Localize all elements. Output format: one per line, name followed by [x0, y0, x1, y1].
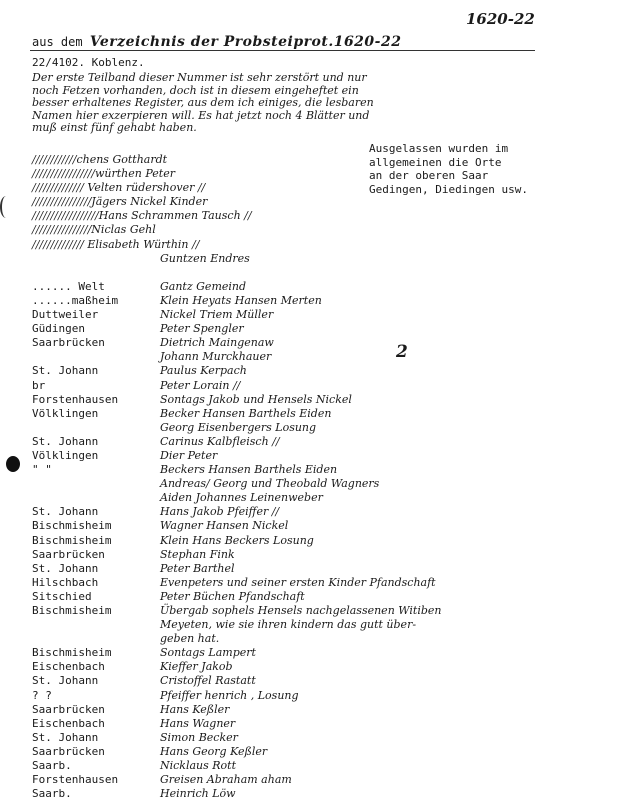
register-row [0, 562, 625, 576]
row-place: St. Johann [32, 674, 99, 688]
intro-line: Namen hier exzerpieren will. Es hat jetzt noch 4 Blätter und [32, 108, 370, 122]
row-name: Heinrich Löw [160, 787, 236, 801]
row-name: Paulus Kerpach [160, 364, 247, 378]
note-line: Gedingen, Diedingen usw. [369, 182, 528, 196]
register-row [0, 308, 625, 322]
register-row [0, 632, 625, 646]
row-name: Gantz Gemeind [160, 279, 247, 293]
row-name: Wagner Hansen Nickel [160, 519, 289, 533]
intro-line: muß einst fünf gehabt haben. [32, 121, 197, 134]
header-prefix: aus dem [32, 35, 83, 49]
row-name: Peter Barthel [160, 561, 235, 575]
row-place: Eischenbach [32, 716, 105, 730]
register-row [0, 209, 625, 223]
row-name: ////////////////Niclas Gehl [32, 223, 156, 237]
row-place: Völklingen [32, 448, 99, 462]
row-place: St. Johann [32, 434, 99, 448]
row-name: ////////////////Jägers Nickel Kinder [32, 195, 208, 209]
row-place: Hilschbach [32, 575, 99, 589]
register-row [0, 787, 625, 801]
margin-number: 2 [396, 342, 408, 362]
row-name: //////////////////Hans Schrammen Tausch // [32, 209, 252, 223]
row-name: ////////////// Elisabeth Würthin // [32, 237, 200, 251]
register-row [0, 223, 625, 237]
row-name: Klein Heyats Hansen Merten [160, 293, 322, 307]
ink-blot [6, 456, 20, 472]
register-row [0, 674, 625, 688]
row-name: ////////////chens Gotthardt [32, 153, 168, 166]
register-row [0, 590, 625, 604]
register-row [0, 773, 625, 787]
row-place: ......maßheim [32, 293, 119, 307]
register-row [0, 660, 625, 674]
register-row [0, 759, 625, 773]
row-name: Pfeiffer henrich , Losung [160, 688, 299, 702]
row-name: Johann Murckhauer [160, 350, 272, 364]
register-row [0, 689, 625, 703]
row-place: Völklingen [32, 406, 99, 420]
register-row [0, 350, 625, 364]
row-name: Hans Jakob Pfeiffer // [160, 505, 280, 519]
row-name: Simon Becker [160, 730, 238, 744]
row-place: ...... Welt [32, 279, 105, 293]
document-header [32, 34, 537, 50]
intro-line: Der erste Teilband dieser Nummer ist sehr zerstört und nur [32, 71, 367, 84]
row-place: Bischmisheim [32, 604, 112, 617]
row-place: Bischmisheim [32, 646, 112, 660]
register-row [0, 576, 625, 590]
register-row [0, 336, 625, 350]
register-row [0, 435, 625, 449]
row-name: Kieffer Jakob [160, 660, 233, 674]
intro-line: noch Fetzen vorhanden, doch ist in diesem eingeheftet ein [32, 83, 359, 97]
row-place: br [32, 378, 46, 392]
document-number: 1620-22 [466, 10, 535, 28]
register-row [0, 167, 625, 181]
row-name: Peter Büchen Pfandschaft [160, 589, 305, 603]
register-list [0, 153, 625, 801]
row-place: St. Johann [32, 561, 99, 575]
row-name: Hans Georg Keßler [160, 744, 268, 758]
row-place: Bischmisheim [32, 533, 112, 547]
row-name: Beckers Hansen Barthels Eiden [160, 463, 338, 477]
register-row [0, 364, 625, 378]
row-name: Greisen Abraham aham [160, 773, 292, 787]
register-row [0, 153, 625, 167]
row-name: Sontags Lampert [160, 646, 256, 660]
row-name: Stephan Fink [160, 547, 235, 561]
row-name: Sontags Jakob und Hensels Nickel [160, 392, 352, 406]
header-underline [30, 50, 535, 51]
row-name: Peter Lorain // [160, 378, 241, 392]
row-name: geben hat. [160, 632, 220, 646]
register-row [0, 449, 625, 463]
register-row [0, 322, 625, 336]
row-place: Bischmisheim [32, 519, 112, 533]
register-row [0, 280, 625, 294]
register-row [0, 731, 625, 745]
margin-stroke [0, 196, 12, 218]
register-row [0, 717, 625, 731]
row-name: Dier Peter [160, 448, 218, 462]
row-name: Hans Wagner [160, 716, 236, 730]
note-line: an der oberen Saar [369, 169, 489, 182]
row-name: Übergab sophels Hensels nachgelassenen Witiben [160, 604, 442, 617]
row-place: Saarbrücken [32, 702, 105, 716]
row-place: " " [32, 463, 52, 477]
row-name: Aiden Johannes Leinenweber [160, 491, 323, 505]
row-name: /////////////////würthen Peter [32, 167, 175, 181]
row-place: Duttweiler [32, 308, 99, 322]
register-row [0, 604, 625, 618]
row-name: Evenpeters und seiner ersten Kinder Pfandschaft [160, 575, 436, 589]
intro-paragraph [32, 72, 577, 135]
register-row [0, 195, 625, 209]
register-row [0, 252, 625, 266]
register-row [0, 393, 625, 407]
row-name: Nicklaus Rott [160, 759, 237, 773]
register-row [0, 421, 625, 435]
intro-line: besser erhaltenes Register, aus dem ich einiges, die lesbaren [32, 96, 374, 109]
register-row [0, 745, 625, 759]
row-place: St. Johann [32, 505, 99, 519]
register-row [0, 703, 625, 717]
note-line: allgemeinen die Orte [369, 155, 502, 169]
register-row [0, 618, 625, 632]
row-name: Becker Hansen Barthels Eiden [160, 406, 332, 420]
register-row [0, 505, 625, 519]
register-row [0, 181, 625, 195]
register-row [0, 294, 625, 308]
row-name: Meyeten, wie sie ihren kindern das gutt über- [160, 618, 417, 632]
register-row [0, 491, 625, 505]
row-place: Saarbrücken [32, 336, 105, 350]
register-row [0, 477, 625, 491]
row-name: Klein Hans Beckers Losung [160, 533, 314, 547]
header-title: Verzeichnis der Probsteiprot.1620-22 [89, 34, 402, 50]
register-row [0, 519, 625, 533]
row-place: Saarb. [32, 759, 72, 773]
register-row [0, 407, 625, 421]
row-name: Nickel Triem Müller [160, 308, 274, 322]
register-row [0, 646, 625, 660]
register-row [0, 548, 625, 562]
row-place: Sitschied [32, 589, 92, 603]
row-place: Saarbrücken [32, 547, 105, 561]
row-place: Forstenhausen [32, 773, 119, 787]
archive-reference: 22/4102. Koblenz. [32, 56, 145, 69]
row-place: St. Johann [32, 364, 99, 378]
row-place: St. Johann [32, 730, 99, 744]
register-row [0, 463, 625, 477]
row-place: ? ? [32, 688, 52, 702]
row-name: Carinus Kalbfleisch // [160, 434, 280, 448]
register-row [0, 238, 625, 252]
register-row [0, 534, 625, 548]
row-name: Hans Keßler [160, 702, 230, 716]
register-row [0, 379, 625, 393]
row-name: Peter Spengler [160, 322, 244, 336]
row-place: Forstenhausen [32, 392, 119, 406]
register-row [0, 266, 625, 280]
row-name: Andreas/ Georg und Theobald Wagners [160, 477, 380, 491]
row-place: Saarbrücken [32, 744, 105, 758]
row-name: ////////////// Velten rüdershover // [32, 181, 206, 195]
row-name: Guntzen Endres [160, 251, 250, 265]
row-place: Eischenbach [32, 660, 105, 674]
row-name: Georg Eisenbergers Losung [160, 420, 317, 434]
row-place: Saarb. [32, 787, 72, 801]
row-place: Güdingen [32, 322, 85, 336]
row-name: Cristoffel Rastatt [160, 674, 256, 688]
note-line: Ausgelassen wurden im [369, 142, 509, 155]
row-name: Dietrich Maingenaw [160, 336, 274, 350]
